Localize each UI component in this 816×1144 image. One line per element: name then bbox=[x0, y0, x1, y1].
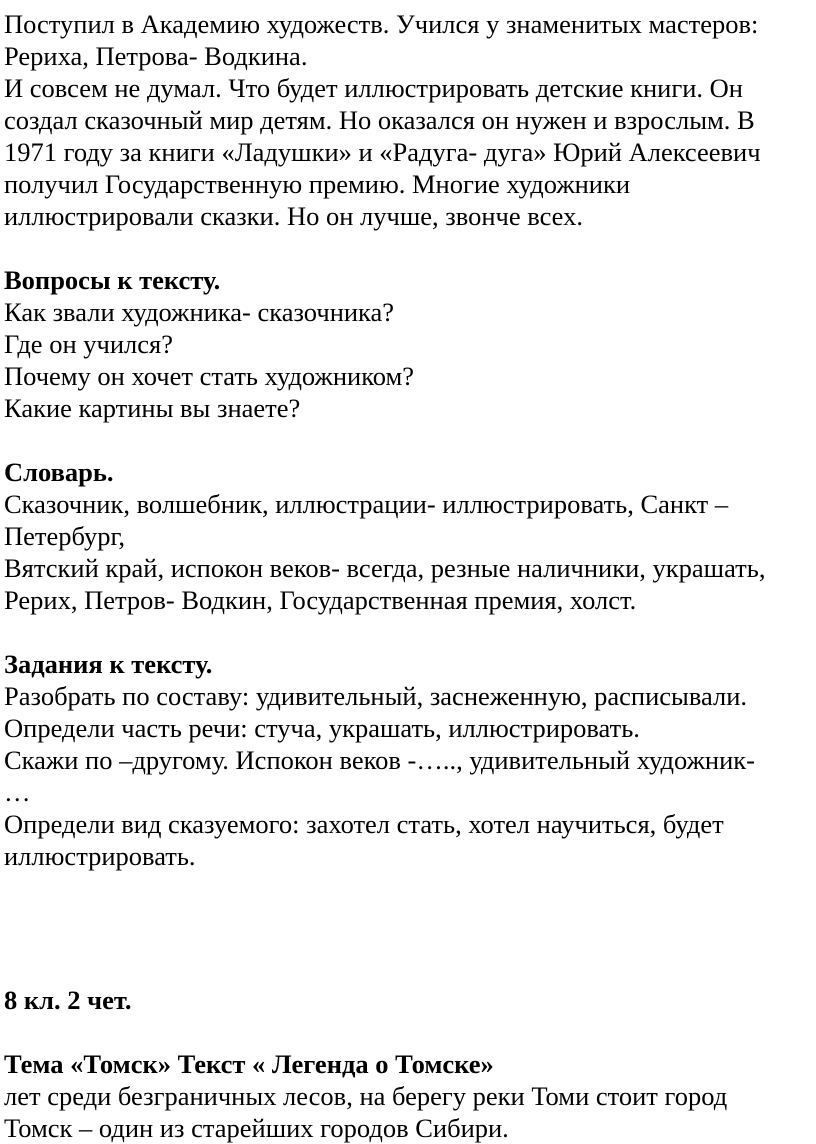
grade-heading: 8 кл. 2 чет. bbox=[4, 985, 132, 1015]
dictionary-line4: Рерих, Петров- Водкин, Государственная премия, холст. bbox=[4, 585, 637, 615]
paragraph2-line5: иллюстрировали сказки. Но он лучше, звонче всех. bbox=[4, 201, 583, 231]
dictionary-line1: Сказочник, волшебник, иллюстрации- иллюстрировать, Санкт – bbox=[4, 489, 729, 519]
topic-line1: лет среди безграничных лесов, на берегу реки Томи стоит город bbox=[4, 1081, 728, 1111]
dictionary-line3: Вятский край, испокон веков- всегда, резные наличники, украшать, bbox=[4, 553, 766, 583]
question-item: Как звали художника- сказочника? bbox=[4, 297, 395, 327]
paragraph2-line4: получил Государственную премию. Многие художники bbox=[4, 169, 631, 199]
tasks-line4: … bbox=[4, 777, 31, 807]
tasks-line1: Разобрать по составу: удивительный, заснеженную, расписывали. bbox=[4, 681, 748, 711]
tasks-line6: иллюстрировать. bbox=[4, 841, 196, 871]
paragraph2-line2: создал сказочный мир детям. Но оказался он нужен и взрослым. В bbox=[4, 105, 755, 135]
dictionary-heading: Словарь. bbox=[4, 457, 114, 487]
tasks-heading: Задания к тексту. bbox=[4, 649, 213, 679]
question-item: Где он учился? bbox=[4, 329, 173, 359]
dictionary-line2: Петербург, bbox=[4, 521, 125, 551]
tasks-line3: Скажи по –другому. Испокон веков -….., удивительный художник- bbox=[4, 745, 755, 775]
tasks-line5: Определи вид сказуемого: захотел стать, хотел научиться, будет bbox=[4, 809, 724, 839]
paragraph1-line2: Рериха, Петрова- Водкина. bbox=[4, 41, 308, 71]
tasks-line2: Определи часть речи: стуча, украшать, иллюстрировать. bbox=[4, 713, 640, 743]
topic-heading: Тема «Томск» Текст « Легенда о Томске» bbox=[4, 1049, 494, 1079]
question-item: Почему он хочет стать художником? bbox=[4, 361, 414, 391]
paragraph2-line1: И совсем не думал. Что будет иллюстрировать детские книги. Он bbox=[4, 73, 743, 103]
question-item: Какие картины вы знаете? bbox=[4, 393, 301, 423]
topic-line2: Томск – один из старейших городов Сибири. bbox=[4, 1113, 509, 1143]
questions-heading: Вопросы к тексту. bbox=[4, 265, 221, 295]
paragraph1-line1: Поступил в Академию художеств. Учился у знаменитых мастеров: bbox=[4, 9, 759, 39]
paragraph2-line3: 1971 году за книги «Ладушки» и «Радуга- дуга» Юрий Алексеевич bbox=[4, 137, 761, 167]
